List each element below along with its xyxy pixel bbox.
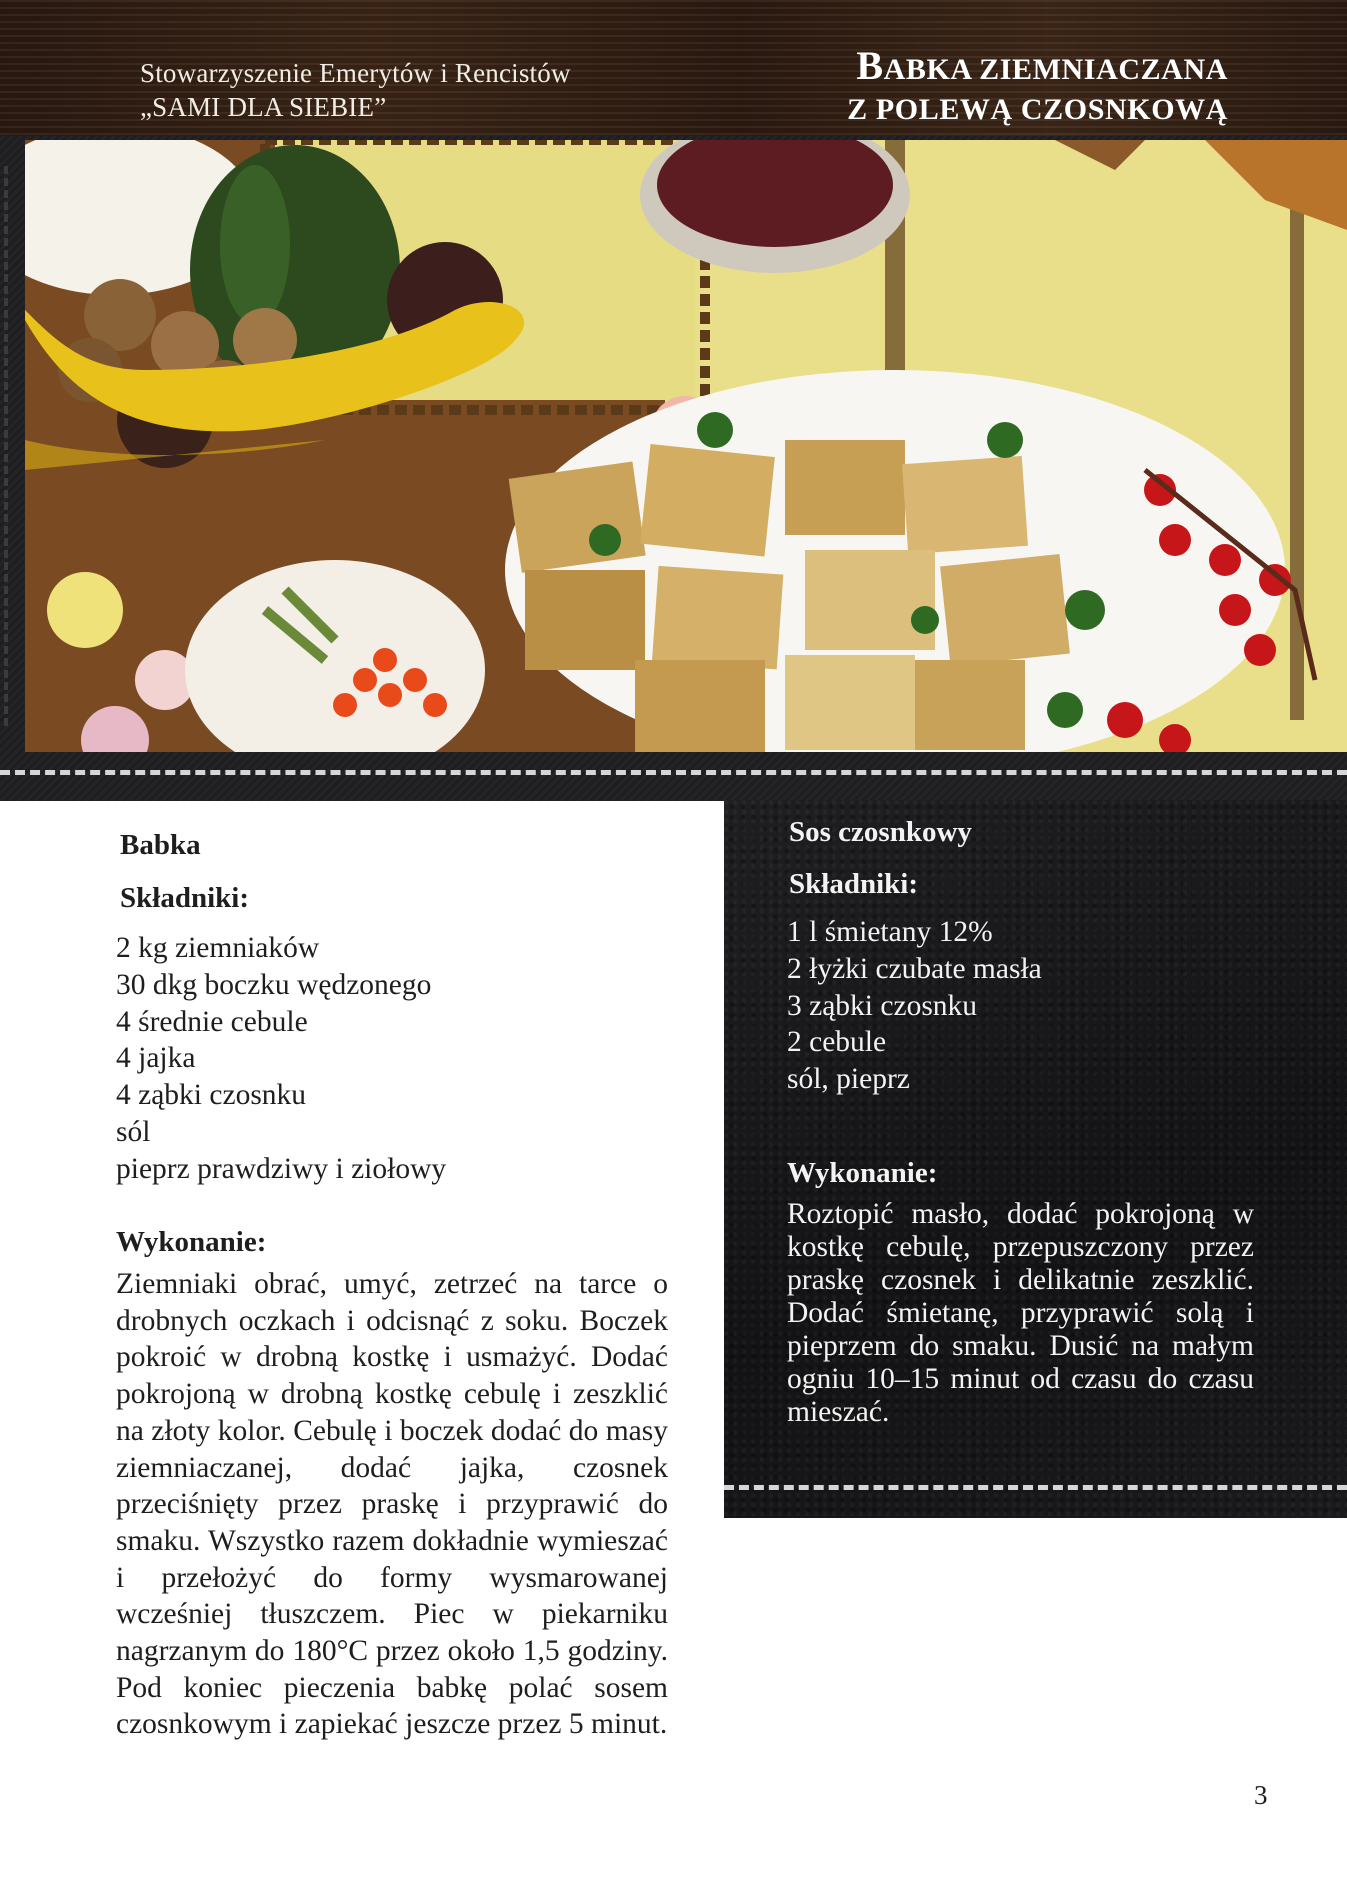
ingredient-item: 4 ząbki czosnku — [116, 1079, 307, 1112]
ingredient-item: sól — [116, 1115, 151, 1148]
ingredient-item: sól, pieprz — [787, 1063, 910, 1096]
frame-stitch-left — [4, 166, 8, 726]
ingredient-item: 2 łyżki czubate masła — [787, 952, 1042, 985]
ingredient-item: 4 jajka — [116, 1042, 196, 1075]
recipe-title — [847, 43, 1228, 130]
sauce-heading: Sos czosnkowy — [789, 816, 972, 848]
photo-frame — [0, 136, 1347, 801]
ingredient-item: 30 dkg boczku wędzonego — [116, 968, 432, 1001]
babka-heading: Babka — [120, 829, 201, 861]
babka-ingredients-label: Składniki: — [120, 882, 249, 914]
page-number: 3 — [1254, 1780, 1268, 1810]
recipe-title-line-1: BABKA ZIEMNIACZANA — [856, 43, 1228, 88]
ingredient-item: 2 cebule — [787, 1026, 887, 1059]
babka-method-text: Ziemniaki obrać, umyć, zetrzeć na tarce o drobnych oczkach i odcisnąć z soku. Boczek pokroić w drobną kostkę i usmażyć. Dodać pokrojoną w drobną kostkę cebulę i zeszklić na złoty kolor. Cebulę i boczek dodać do masy ziemniaczanej, dodać jajka, czosnek przeciśnięty przez praskę i przyprawić do smaku. Wszystko razem dokładnie wymieszać i przełożyć do formy wysmarowanej wcześniej tłuszczem. Piec w piekarniku nagrzanym do 180°C przez około 1,5 godziny. Pod koniec pieczenia babkę polać sosem czosnkowym i zapiekać jeszcze przez 5 minut. — [116, 1268, 668, 1741]
ingredient-item: pieprz prawdziwy i ziołowy — [116, 1152, 447, 1185]
ingredient-item: 4 średnie cebule — [116, 1005, 308, 1038]
photo-stitch-bottom — [0, 770, 1347, 775]
sauce-method-text: Roztopić masło, dodać pokrojoną w kostkę cebulę, przepuszczony przez praskę czosnek i delikatnie zeszklić. Dodać śmietanę, przyprawić solą i pieprzem do smaku. Dusić na małym ogniu 10–15 minut od czasu do czasu mieszać. — [787, 1198, 1254, 1428]
organization-line-1: Stowarzyszenie Emerytów i Rencistów — [140, 58, 571, 88]
babka-method-label: Wykonanie: — [116, 1226, 267, 1258]
header-banner — [0, 0, 1347, 136]
recipe-title-line-2: Z POLEWĄ CZOSNKOWĄ — [847, 93, 1228, 126]
food-photo — [25, 140, 1347, 752]
babka-ingredients-list — [116, 930, 446, 1188]
ingredient-item: 2 kg ziemniaków — [116, 932, 320, 964]
sauce-panel — [724, 800, 1347, 1518]
ingredient-item: 3 ząbki czosnku — [787, 989, 978, 1022]
ingredient-item: 1 l śmietany 12% — [787, 916, 993, 948]
organization-name — [140, 56, 571, 124]
food-photo-illustration — [25, 140, 1347, 752]
organization-line-2: „SAMI DLA SIEBIE” — [140, 92, 387, 122]
panel-stitch-bottom — [724, 1485, 1347, 1490]
sauce-ingredients-label: Składniki: — [789, 868, 918, 900]
sauce-ingredients-list — [787, 914, 1042, 1098]
sauce-method-label: Wykonanie: — [787, 1157, 938, 1189]
